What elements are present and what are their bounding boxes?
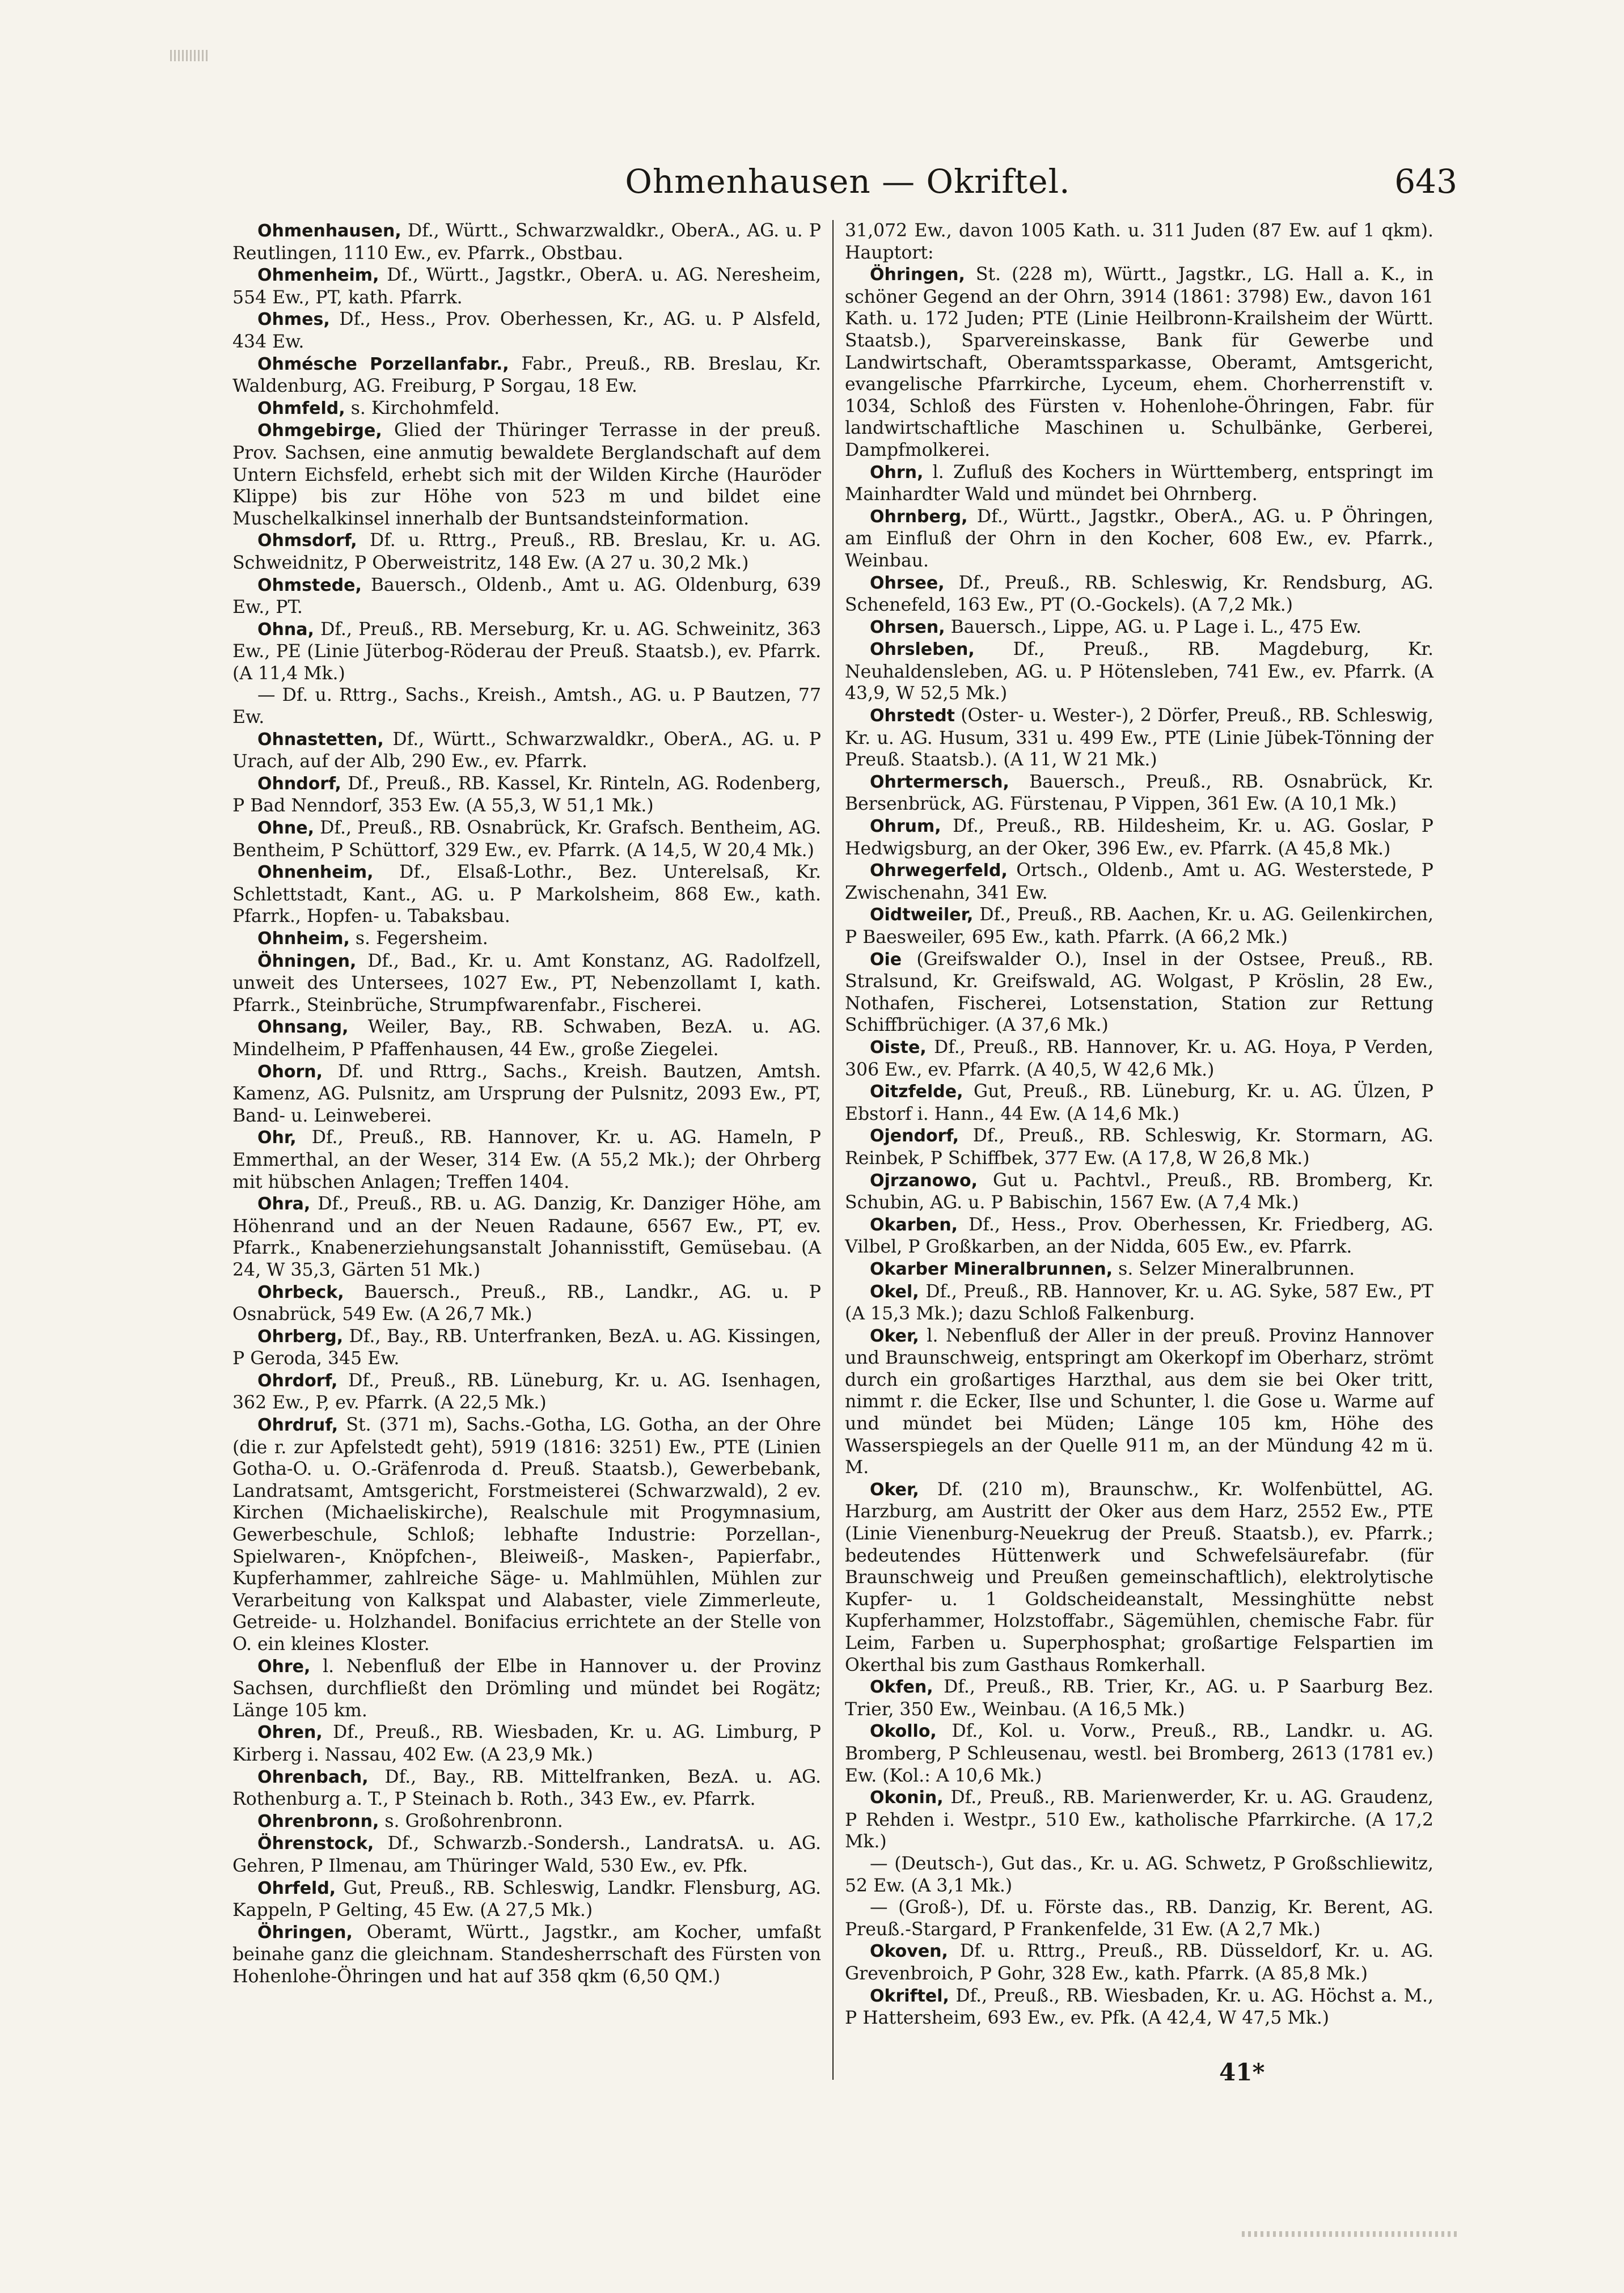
dictionary-entry	[232, 308, 821, 353]
entry-text: — (Deutsch-), Gut das., Kr. u. AG. Schwetz, P Großschliewitz, 52 Ew. (A 3,1 Mk.)	[845, 1853, 1433, 1896]
entry-text: Gut, Preuß., RB. Schleswig, Landkr. Flensburg, AG. Kappeln, P Gelting, 45 Ew. (A 27,5 Mk.)	[232, 1877, 821, 1921]
entry-term: Okriftel,	[870, 1986, 949, 2006]
entry-text: Df., Preuß., RB. Marienwerder, Kr. u. AG. Graudenz, P Rehden i. Westpr., 510 Ew., katholische Pfarrkirche. (A 17,2 Mk.)	[845, 1787, 1433, 1852]
entry-term: Ohrsleben,	[870, 640, 975, 660]
entry-term: Ohrberg,	[257, 1326, 344, 1347]
entry-text: Df., Bay., RB. Mittelfranken, BezA. u. AG. Rothenburg a. T., P Steinach b. Roth., 343 Ew., ev. Pfarrk.	[232, 1766, 821, 1810]
entry-text: Df., Preuß., RB. Schleswig, Kr. Rendsburg, AG. Schenefeld, 163 Ew., PT (O.-Gockels). (A 7,2 Mk.)	[845, 572, 1433, 616]
dictionary-entry	[845, 815, 1433, 860]
entry-text: l. Nebenfluß der Elbe in Hannover u. der Provinz Sachsen, durchfließt den Drömling und mündet bei Rogätz; Länge 105 km.	[232, 1656, 821, 1721]
entry-text: (Oster- u. Wester-), 2 Dörfer, Preuß., RB. Schleswig, Kr. u. AG. Husum, 331 u. 499 Ew., PTE (Linie Jübek-Tönning der Preuß. Staatsb.). (A 11, W 21 Mk.)	[845, 705, 1433, 771]
dictionary-entry	[232, 1721, 821, 1766]
entry-term: Ohrtermersch,	[870, 772, 1009, 792]
entry-text: l. Nebenfluß der Aller in der preuß. Provinz Hannover und Braunschweig, entspringt am Okerkopf im Oberharz, strömt durch ein großartiges Harzthal, aus dem sie bei Oker tritt, nimmt r. die Ecker, Ilse und Schunter, l. die Gose u. Warme auf und mündet bei Müden; Länge 105 km, Höhe des Wasserspiegels an der Quelle 911 m, an der Mündung 42 m ü. M.	[845, 1325, 1433, 1478]
entry-term: Ohmésche Porzellanfabr.,	[257, 354, 509, 374]
entry-text: Df., Preuß., RB. Hannover, Kr. u. AG. Hoya, P Verden, 306 Ew., ev. Pfarrk. (A 40,5, W 42,6 Mk.)	[845, 1036, 1433, 1080]
entry-term: Ohrbeck,	[257, 1282, 344, 1302]
dictionary-entry	[232, 1281, 821, 1326]
entry-text: Gut u. Pachtvl., Preuß., RB. Bromberg, Kr. Schubin, AG. u. P Babischin, 1567 Ew. (A 7,4 Mk.)	[845, 1170, 1433, 1213]
entry-term: Ohnheim,	[257, 929, 350, 949]
entry-term: Ohrdorf,	[257, 1370, 338, 1391]
entry-term: Ohrstedt	[870, 706, 955, 726]
entry-term: Ohrsee,	[870, 573, 945, 593]
dictionary-entry	[232, 817, 821, 861]
entry-term: Ohre,	[257, 1656, 311, 1677]
entry-term: Oidtweiler,	[870, 905, 974, 925]
entry-term: Ohrfeld,	[257, 1878, 336, 1898]
entry-text: Df., Schwarzb.-Sondersh., LandratsA. u. AG. Gehren, P Ilmenau, am Thüringer Wald, 530 Ew., ev. Pfk.	[232, 1833, 821, 1876]
dictionary-entry	[845, 264, 1433, 461]
entry-term: Ohmsdorf,	[257, 531, 357, 551]
dictionary-entry	[845, 1081, 1433, 1125]
dictionary-entry	[232, 397, 821, 420]
entry-text: s. Selzer Mineralbrunnen.	[1113, 1258, 1355, 1279]
entry-term: Öhringen,	[257, 1922, 353, 1943]
dictionary-entry	[845, 1325, 1433, 1479]
dictionary-entry	[845, 771, 1433, 815]
entry-text: Bauersch., Preuß., RB. Osnabrück, Kr. Bersenbrück, AG. Fürstenau, P Vippen, 361 Ew. (A 10,1 Mk.)	[845, 771, 1433, 815]
dictionary-entry	[845, 1258, 1433, 1281]
entry-term: Ohmenhausen,	[257, 221, 401, 241]
dictionary-entry	[232, 861, 821, 928]
entry-text: Weiler, Bay., RB. Schwaben, BezA. u. AG. Mindelheim, P Pfaffenhausen, 44 Ew., große Ziegelei.	[232, 1017, 821, 1060]
entry-term: Ohorn,	[257, 1061, 323, 1082]
entry-term: Okollo,	[870, 1721, 937, 1742]
entry-text: Df., Preuß., RB. Schleswig, Kr. Stormarn, AG. Reinbek, P Schiffbek, 377 Ew. (A 17,8, W 26,8 Mk.)	[845, 1126, 1433, 1169]
entry-text: — Df. u. Rttrg., Sachs., Kreish., Amtsh., AG. u. P Bautzen, 77 Ew.	[232, 685, 821, 728]
dictionary-entry	[232, 619, 821, 685]
entry-term: Ohmenheim,	[257, 265, 379, 286]
entry-text: 31,072 Ew., davon 1005 Kath. u. 311 Juden (87 Ew. auf 1 qkm). Hauptort:	[845, 221, 1433, 263]
entry-text: Df., Württ., Schwarzwaldkr., OberA., AG. u. P Reutlingen, 1110 Ew., ev. Pfarrk., Obstbau.	[232, 221, 821, 264]
dictionary-entry	[232, 1922, 821, 1988]
dictionary-entry	[845, 949, 1433, 1036]
dictionary-entry	[845, 572, 1433, 616]
column-divider	[832, 220, 834, 2080]
dictionary-entry	[232, 1061, 821, 1127]
dictionary-entry	[845, 1479, 1433, 1676]
page-header	[238, 162, 1457, 213]
entry-text: Df., Elsaß-Lothr., Bez. Unterelsaß, Kr. Schlettstadt, Kant., AG. u. P Markolsheim, 868 Ew., kath. Pfarrk., Hopfen- u. Tabaksbau.	[232, 862, 821, 927]
dictionary-entry	[232, 1127, 821, 1193]
entry-term: Ohmgebirge,	[257, 421, 382, 441]
dictionary-entry	[845, 1720, 1433, 1787]
dictionary-entry	[845, 1125, 1433, 1169]
entry-term: Ohndorf,	[257, 773, 341, 794]
entry-text: Fabr., Preuß., RB. Breslau, Kr. Waldenburg, AG. Freiburg, P Sorgau, 18 Ew.	[232, 353, 821, 397]
dictionary-entry	[845, 860, 1433, 904]
dictionary-entry	[845, 462, 1433, 506]
entry-term: Okarber Mineralbrunnen,	[870, 1259, 1113, 1279]
dictionary-entry	[845, 1281, 1433, 1325]
entry-text: Df., Preuß., RB. Trier, Kr., AG. u. P Saarburg Bez. Trier, 350 Ew., Weinbau. (A 16,5 Mk.)	[845, 1677, 1433, 1720]
entry-text: Df., Preuß., RB. Wiesbaden, Kr. u. AG. Höchst a. M., P Hattersheim, 693 Ew., ev. Pfk. (A 42,4, W 47,5 Mk.)	[845, 1985, 1433, 2029]
right-column	[845, 220, 1433, 2029]
dictionary-entry	[232, 1414, 821, 1656]
dictionary-entry	[232, 928, 821, 950]
entry-term: Ohnsang,	[257, 1017, 349, 1038]
entry-term: Ohrenbach,	[257, 1767, 369, 1787]
dictionary-entry	[845, 1170, 1433, 1214]
dictionary-entry	[232, 684, 821, 728]
entry-text: Df., Württ., Schwarzwaldkr., OberA., AG. u. P Urach, auf der Alb, 290 Ew., ev. Pfarrk.	[232, 729, 821, 772]
entry-text: Glied der Thüringer Terrasse in der preuß. Prov. Sachsen, eine anmutig bewaldete Berglandschaft auf dem Untern Eichsfeld, erhebt sich mit der Wilden Kirche (Hauröder Klippe) bis zur Höhe von 523 m und bildet eine Muschelkalkinsel innerhalb der Buntsandsteinformation.	[232, 420, 821, 529]
entry-term: Oie	[870, 949, 902, 970]
dictionary-entry	[232, 1833, 821, 1877]
dictionary-entry	[845, 220, 1433, 264]
entry-term: Ohrum,	[870, 816, 941, 837]
entry-text: Df., Preuß., RB. Magdeburg, Kr. Neuhaldensleben, AG. u. P Hötensleben, 741 Ew., ev. Pfarrk. (A 43,9, W 52,5 Mk.)	[845, 639, 1433, 704]
entry-term: Ohmfeld,	[257, 398, 345, 418]
entry-term: Öhrenstock,	[257, 1834, 374, 1854]
dictionary-entry	[232, 1016, 821, 1060]
entry-term: Ohrsen,	[870, 617, 945, 637]
dictionary-entry	[845, 1897, 1433, 1940]
entry-text: Df. u. Rttrg., Preuß., RB. Düsseldorf, Kr. u. AG. Grevenbroich, P Gohr, 328 Ew., kath. Pfarrk. (A 85,8 Mk.)	[845, 1941, 1433, 1984]
entry-term: Okonin,	[870, 1788, 944, 1808]
dictionary-entry	[845, 1036, 1433, 1081]
entry-text: Df. u. Rttrg., Preuß., RB. Breslau, Kr. u. AG. Schweidnitz, P Oberweistritz, 148 Ew. (A 27 u. 30,2 Mk.)	[232, 530, 821, 573]
entry-text: (Greifswalder O.), Insel in der Ostsee, Preuß., RB. Stralsund, Kr. Greifswald, AG. Wolgast, P Kröslin, 28 Ew., Nothafen, Fischerei, Lotsenstation, Station zur Rettung Schiffbrüchiger. (A 37,6 Mk.)	[845, 949, 1433, 1036]
page-number: 643	[1394, 162, 1457, 201]
entry-term: Okoven,	[870, 1941, 948, 1962]
entry-text: Df., Preuß., RB. Hildesheim, Kr. u. AG. Goslar, P Hedwigsburg, an der Oker, 396 Ew., ev. Pfarrk. (A 45,8 Mk.)	[845, 816, 1433, 859]
dictionary-entry	[845, 1853, 1433, 1897]
entry-term: Ohne,	[257, 818, 314, 839]
scan-artifact	[170, 50, 210, 61]
dictionary-entry	[232, 1766, 821, 1810]
entry-text: s. Kirchohmfeld.	[345, 397, 500, 418]
dictionary-entry	[232, 1193, 821, 1281]
entry-text: Df., Württ., Jagstkr., OberA. u. AG. Neresheim, 554 Ew., PT, kath. Pfarrk.	[232, 265, 821, 308]
entry-text: s. Großohrenbronn.	[379, 1810, 563, 1831]
entry-text: Df., Preuß., RB. Wiesbaden, Kr. u. AG. Limburg, P Kirberg i. Nassau, 402 Ew. (A 23,9 Mk.)	[232, 1722, 821, 1765]
sheet-signature: 41*	[1219, 2058, 1265, 2086]
entry-text: St. (371 m), Sachs.-Gotha, LG. Gotha, an der Ohre (die r. zur Apfelstedt geht), 5919 (1816: 3251) Ew., PTE (Linien Gotha-O. u. O.-Gräfenroda d. Preuß. Staatsb.), Gewerbebank, Landratsamt, Amtsgericht, Forstmeisterei (Schwarzwald), 2 ev. Kirchen (Michaeliskirche), Realschule mit Progymnasium, Gewerbeschule, Schloß; lebhafte Industrie: Porzellan-, Spielwaren-, Knöpfchen-, Bleiweiß-, Masken-, Papierfabr., Kupferhammer, zahlreiche Säge- u. Mahlmühlen, Mühlen zur Verarbeitung von Kalkspat und Alabaster, viele Zimmerleute, Getreide- u. Holzhandel. Bonifacius errichtete an der Stelle von O. ein kleines Kloster.	[232, 1415, 821, 1655]
dictionary-entry	[232, 950, 821, 1017]
dictionary-entry	[845, 1985, 1433, 2029]
dictionary-entry	[232, 530, 821, 574]
entry-term: Okarben,	[870, 1215, 958, 1235]
dictionary-entry	[232, 1326, 821, 1370]
entry-text: Df., Preuß., RB. Kassel, Kr. Rinteln, AG. Rodenberg, P Bad Nenndorf, 353 Ew. (A 55,3, W 51,1 Mk.)	[232, 773, 821, 816]
entry-text: Bauersch., Lippe, AG. u. P Lage i. L., 475 Ew.	[945, 616, 1361, 637]
entry-term: Oker,	[870, 1479, 919, 1500]
entry-term: Öhningen,	[257, 951, 357, 971]
left-column	[232, 220, 821, 1988]
entry-term: Oiste,	[870, 1037, 927, 1057]
entry-text: Gut, Preuß., RB. Lüneburg, Kr. u. AG. Ülzen, P Ebstorf i. Hann., 44 Ew. (A 14,6 Mk.)	[845, 1081, 1433, 1124]
entry-text: Df., Preuß., RB. Hannover, Kr. u. AG. Hameln, P Emmerthal, an der Weser, 314 Ew. (A 55,2 Mk.); der Ohrberg mit hübschen Anlagen; Treffen 1404.	[232, 1127, 821, 1192]
entry-text: Df., Bad., Kr. u. Amt Konstanz, AG. Radolfzell, unweit des Untersees, 1027 Ew., PT, Nebenzollamt I, kath. Pfarrk., Steinbrüche, Strumpfwarenfabr., Fischerei.	[232, 950, 821, 1016]
entry-term: Ojendorf,	[870, 1126, 959, 1146]
entry-term: Ojrzanowo,	[870, 1170, 978, 1191]
entry-term: Ohrnberg,	[870, 506, 968, 527]
entry-term: Ohmes,	[257, 310, 330, 330]
dictionary-entry	[232, 1370, 821, 1414]
entry-text: Df., Kol. u. Vorw., Preuß., RB., Landkr. u. AG. Bromberg, P Schleusenau, westl. bei Bromberg, 2613 (1781 ev.) Ew. (Kol.: A 10,6 Mk.)	[845, 1721, 1433, 1786]
dictionary-entry	[232, 1810, 821, 1833]
dictionary-entry	[845, 705, 1433, 771]
dictionary-entry	[232, 729, 821, 773]
dictionary-entry	[845, 904, 1433, 948]
entry-term: Ohna,	[257, 619, 314, 640]
dictionary-entry	[845, 1676, 1433, 1720]
entry-text: Ortsch., Oldenb., Amt u. AG. Westerstede, P Zwischenahn, 341 Ew.	[845, 860, 1433, 903]
entry-term: Ohrwegerfeld,	[870, 861, 1008, 881]
entry-term: Ohrdruf,	[257, 1415, 339, 1436]
entry-text: Oberamt, Württ., Jagstkr., am Kocher, umfaßt beinahe ganz die gleichnam. Standesherrschaft des Fürsten von Hohenlohe-Öhringen und hat auf 358 qkm (6,50 QM.)	[232, 1922, 821, 1987]
page-title: Ohmenhausen — Okriftel.	[625, 162, 1071, 201]
entry-term: Öhringen,	[870, 265, 965, 285]
entry-term: Ohnastetten,	[257, 729, 384, 750]
entry-term: Oker,	[870, 1326, 919, 1346]
entry-text: Df. (210 m), Braunschw., Kr. Wolfenbüttel, AG. Harzburg, am Austritt der Oker aus dem Harz, 2552 Ew., PTE (Linie Vienenburg-Neuekrug der Preuß. Staatsb.), ev. Pfarrk.; bedeutendes Hüttenwerk und Schwefelsäurefabr. (für Braunschweig und Preußen gemeinschaftlich), elektrolytische Kupfer- u. 1 Goldscheideanstalt, Messinghütte nebst Kupferhammer, Holzstoffabr., Sägemühlen, chemische Fabr. für Leim, Farben u. Superphosphat; großartige Felspartien im Okerthal bis zum Gasthaus Romkerhall.	[845, 1479, 1433, 1676]
entry-text: Df., Preuß., RB. Lüneburg, Kr. u. AG. Isenhagen, 362 Ew., P, ev. Pfarrk. (A 22,5 Mk.)	[232, 1370, 821, 1414]
entry-text: Bauersch., Preuß., RB., Landkr., AG. u. P Osnabrück, 549 Ew. (A 26,7 Mk.)	[232, 1281, 821, 1325]
dictionary-entry	[845, 1787, 1433, 1853]
entry-term: Ohrenbronn,	[257, 1811, 379, 1831]
dictionary-entry	[232, 353, 821, 397]
dictionary-entry	[232, 220, 821, 264]
entry-text: Df., Bay., RB. Unterfranken, BezA. u. AG. Kissingen, P Geroda, 345 Ew.	[232, 1326, 821, 1369]
entry-term: Oitzfelde,	[870, 1082, 963, 1102]
entry-text: l. Zufluß des Kochers in Württemberg, entspringt im Mainhardter Wald und mündet bei Ohrnberg.	[845, 462, 1433, 505]
entry-term: Okel,	[870, 1281, 919, 1302]
entry-term: Ohnenheim,	[257, 862, 374, 883]
entry-term: Ohr,	[257, 1128, 297, 1148]
entry-text: Df., Preuß., RB. Merseburg, Kr. u. AG. Schweinitz, 363 Ew., PE (Linie Jüterbog-Röderau der Preuß. Staatsb.), ev. Pfarrk. (A 11,4 Mk.)	[232, 619, 821, 684]
dictionary-entry	[232, 420, 821, 530]
dictionary-entry	[232, 1656, 821, 1722]
entry-text: s. Fegersheim.	[349, 928, 488, 949]
entry-text: Bauersch., Oldenb., Amt u. AG. Oldenburg, 639 Ew., PT.	[232, 574, 821, 618]
entry-text: Df., Württ., Jagstkr., OberA., AG. u. P Öhringen, am Einfluß der Ohrn in den Kocher, 608 Ew., ev. Pfarrk., Weinbau.	[845, 506, 1433, 571]
entry-term: Okfen,	[870, 1677, 933, 1698]
dictionary-entry	[232, 773, 821, 817]
dictionary-entry	[232, 1877, 821, 1922]
dictionary-entry	[845, 1940, 1433, 1985]
entry-text: Df., Preuß., RB. Osnabrück, Kr. Grafsch. Bentheim, AG. Bentheim, P Schüttorf, 329 Ew., ev. Pfarrk. (A 14,5, W 20,4 Mk.)	[232, 818, 821, 861]
entry-text: Df., Preuß., RB. u. AG. Danzig, Kr. Danziger Höhe, am Höhenrand und an der Neuen Radaune, 6567 Ew., PT, ev. Pfarrk., Knabenerziehungsanstalt Johannisstift, Gemüsebau. (A 24, W 35,3, Gärten 51 Mk.)	[232, 1194, 821, 1280]
entry-term: Ohra,	[257, 1194, 311, 1215]
entry-text: Df., Hess., Prov. Oberhessen, Kr., AG. u. P Alsfeld, 434 Ew.	[232, 309, 821, 352]
entry-term: Ohren,	[257, 1723, 323, 1743]
dictionary-entry	[232, 264, 821, 308]
entry-text: St. (228 m), Württ., Jagstkr., LG. Hall a. K., in schöner Gegend an der Ohrn, 3914 (1861: 3798) Ew., davon 161 Kath. u. 172 Juden; PTE (Linie Heilbronn-Krailsheim der Württ. Staatsb.), Sparvereinskasse, Bank für Gewerbe und Landwirtschaft, Oberamtssparkasse, Oberamt, Amtsgericht, evangelische Pfarrkirche, Lyceum, ehem. Chorherrenstift v. 1034, Schloß des Fürsten v. Hohenlohe-Öhringen, Fabr. für landwirtschaftliche Maschinen u. Schulbänke, Gerberei, Dampfmolkerei.	[845, 264, 1433, 460]
dictionary-entry	[845, 616, 1433, 639]
dictionary-entry	[845, 1214, 1433, 1258]
entry-text: — (Groß-), Df. u. Förste das., RB. Danzig, Kr. Berent, AG. Preuß.-Stargard, P Frankenfelde, 31 Ew. (A 2,7 Mk.)	[845, 1897, 1433, 1940]
dictionary-entry	[845, 638, 1433, 705]
dictionary-entry	[232, 574, 821, 619]
entry-term: Ohmstede,	[257, 575, 362, 595]
scan-artifact	[1242, 2231, 1457, 2237]
entry-text: Df. und Rttrg., Sachs., Kreish. Bautzen, Amtsh. Kamenz, AG. Pulsnitz, am Ursprung der Pulsnitz, 2093 Ew., PT, Band- u. Leinweberei.	[232, 1061, 821, 1126]
entry-text: Df., Preuß., RB. Hannover, Kr. u. AG. Syke, 587 Ew., PT (A 15,3 Mk.); dazu Schloß Falkenburg.	[845, 1281, 1433, 1325]
entry-text: Df., Hess., Prov. Oberhessen, Kr. Friedberg, AG. Vilbel, P Großkarben, an der Nidda, 605 Ew., ev. Pfarrk.	[845, 1214, 1433, 1258]
entry-text: Df., Preuß., RB. Aachen, Kr. u. AG. Geilenkirchen, P Baesweiler, 695 Ew., kath. Pfarrk. (A 66,2 Mk.)	[845, 904, 1433, 947]
entry-term: Ohrn,	[870, 462, 924, 483]
dictionary-entry	[845, 506, 1433, 572]
